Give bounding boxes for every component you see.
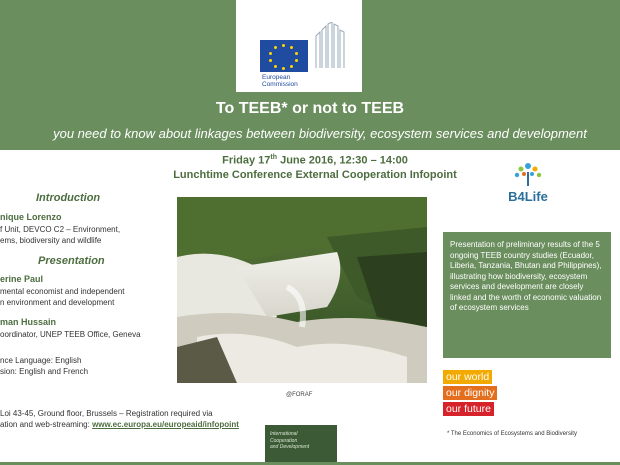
- event-title: To TEEB* or not to TEEB: [215, 100, 405, 117]
- intro-speaker-role-2: ems, biodiversity and wildlife: [0, 236, 102, 245]
- presenter-1-role-2: n environment and development: [0, 298, 115, 307]
- teeb-footnote: * The Economics of Ecosystems and Biodiversity: [447, 431, 577, 437]
- tag-our-future: our future: [443, 402, 494, 416]
- description-text: Presentation of preliminary results of the 5 ongoing TEEB country studies (Ecuador, Liberia, Tanzania, Bhutan and Philippines), illustrating how biodiversity, ecosystem services and development are closely linked and the worth of economic valuation of ecosystem services: [450, 240, 602, 312]
- presenter-1-role-1: mental economist and independent: [0, 287, 125, 296]
- tag-our-dignity: our dignity: [443, 386, 497, 400]
- berlaymont-building-icon: [314, 22, 350, 70]
- introduction-heading: Introduction: [36, 192, 101, 204]
- conference-language: nce Language: English: [0, 356, 82, 365]
- tag-our-world: our world: [443, 370, 492, 384]
- presenter-2-name: man Hussain: [0, 317, 57, 327]
- ec-logo-text: European Commission: [262, 74, 298, 88]
- eu-flag-icon: [260, 40, 308, 72]
- waterfall-photo: [177, 197, 427, 383]
- intro-speaker-name: nique Lorenzo: [0, 212, 62, 222]
- location-line: Loi 43-45, Ground floor, Brussels – Registration required via: [0, 409, 213, 418]
- presenter-2-role: oordinator, UNEP TEEB Office, Geneva: [0, 330, 141, 339]
- intro-speaker-role-1: f Unit, DEVCO C2 – Environment,: [0, 225, 121, 234]
- event-subtitle: you need to know about linkages between biodiversity, ecosystem services and development: [53, 126, 587, 141]
- photo-credit: @FORAF: [286, 392, 313, 398]
- infopoint-link[interactable]: www.ec.europa.eu/europeaid/infopoint: [92, 420, 239, 429]
- event-venue: Lunchtime Conference External Cooperation Infopoint: [173, 169, 457, 181]
- b4life-logo: B4Life: [503, 160, 553, 202]
- presenter-1-name: erine Paul: [0, 274, 44, 284]
- event-date: Friday 17th June 2016, 12:30 – 14:00: [222, 154, 408, 167]
- presentation-heading: Presentation: [38, 255, 105, 267]
- registration-line: ation and web-streaming: www.ec.europa.eu/europeaid/infopoint: [0, 420, 239, 429]
- interpretation-language: sion: English and French: [0, 367, 89, 376]
- dg-devco-text: International Cooperation and Development: [270, 431, 310, 450]
